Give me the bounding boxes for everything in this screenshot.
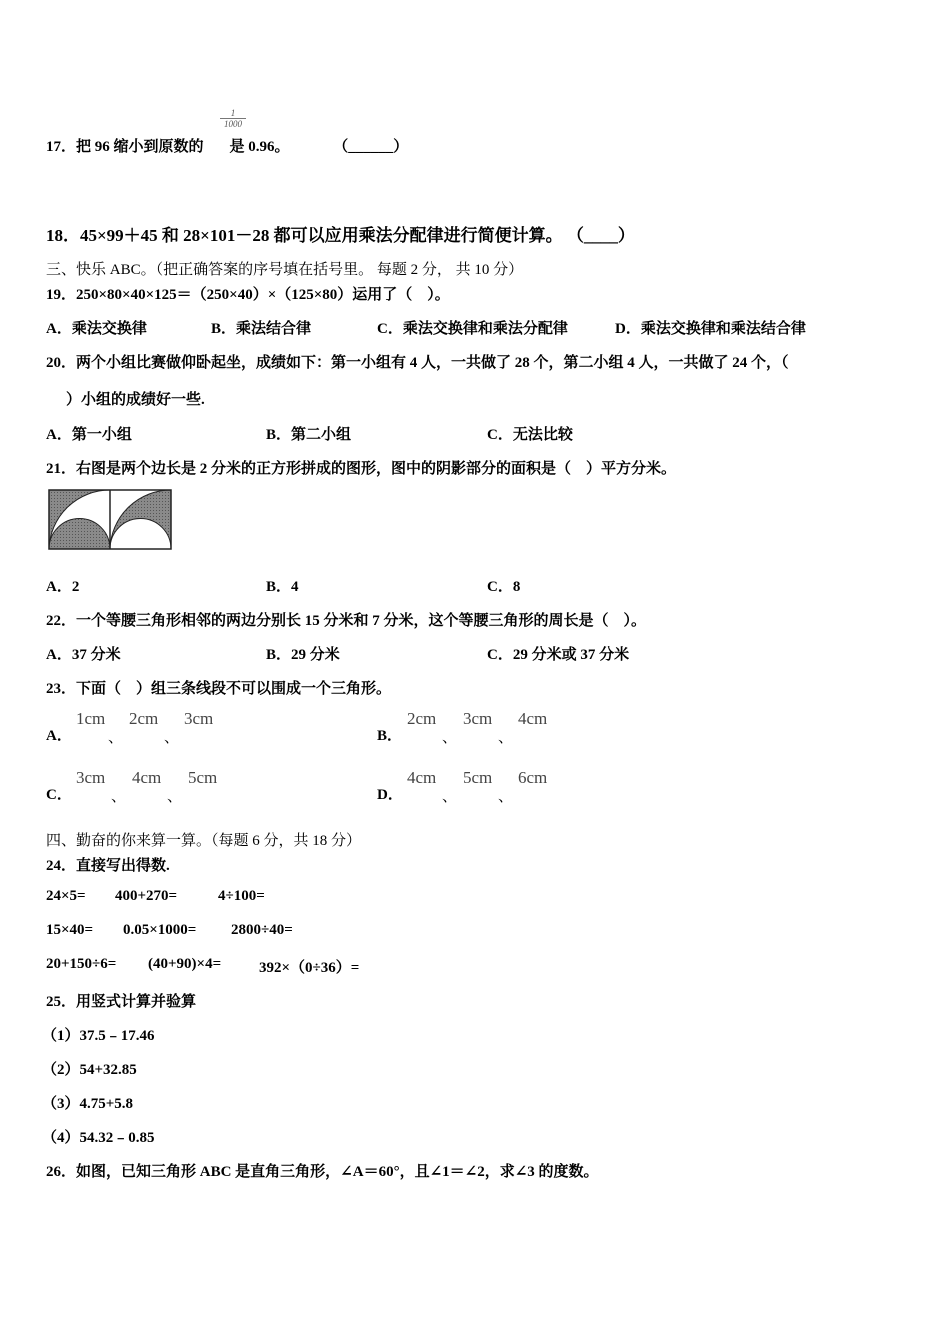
q22-option-a[interactable]: A．37 分米 (46, 647, 121, 663)
separator: 、 (498, 730, 514, 746)
length: 3cm (463, 709, 493, 728)
q20-option-a[interactable]: A．第一小组 (46, 427, 132, 443)
length: 6cm (518, 768, 548, 787)
option-label: B． (377, 728, 403, 744)
length: 5cm (463, 768, 493, 787)
question-25: 25．用竖式计算并验算 (46, 994, 197, 1010)
length: 3cm (184, 709, 214, 728)
fraction (220, 108, 246, 129)
option-label: D． (377, 787, 403, 803)
q25-item: （2）54+32.85 (42, 1062, 137, 1078)
question-20-cont: ）小组的成绩好一些. (66, 392, 205, 408)
question-17 (46, 135, 408, 156)
q19-option-c[interactable]: C．乘法交换律和乘法分配律 (377, 321, 568, 337)
calc-item: 24×5= (46, 888, 86, 904)
separator: 、 (167, 789, 183, 805)
length: 2cm (129, 709, 159, 728)
q17-text-b: 是 0.96。 (229, 139, 290, 155)
separator: 、 (442, 789, 458, 805)
calc-item: 20+150÷6= (46, 956, 117, 972)
q20-option-c[interactable]: C．无法比较 (487, 427, 573, 443)
q17-blank[interactable]: （______） (333, 139, 409, 155)
fraction-denominator: 1000 (224, 119, 242, 129)
length: 1cm (76, 709, 106, 728)
question-18: 18．45×99＋45 和 28×101－28 都可以应用乘法分配律进行简便计算。 （____） (46, 226, 635, 245)
q19-option-a[interactable]: A．乘法交换律 (46, 321, 147, 337)
question-20: 20．两个小组比赛做仰卧起坐，成绩如下：第一小组有 4 人，一共做了 28 个，第二小组 4 人，一共做了 24 个，（ (46, 355, 789, 371)
length: 5cm (188, 768, 218, 787)
question-19: 19．250×80×40×125＝（250×40）×（125×80）运用了（ ）。 (46, 287, 450, 303)
q20-option-b[interactable]: B．第二小组 (266, 427, 352, 443)
calc-item: 15×40= (46, 922, 94, 938)
length: 2cm (407, 709, 437, 728)
question-26: 26．如图，已知三角形 ABC 是直角三角形，∠A＝60°，且∠1＝∠2，求∠3 的度数。 (46, 1164, 599, 1180)
section-4-title: 四、勤奋的你来算一算。（每题 6 分，共 18 分） (46, 833, 362, 849)
length: 3cm (76, 768, 106, 787)
length: 4cm (132, 768, 162, 787)
fraction-numerator: 1 (220, 108, 246, 119)
q25-item: （1）37.5﹣17.46 (42, 1028, 155, 1044)
question-21: 21．右图是两个边长是 2 分米的正方形拼成的图形，图中的阴影部分的面积是（ ）平方分米。 (46, 461, 677, 477)
section-3-title: 三、快乐 ABC。（把正确答案的序号填在括号里。 每题 2 分， 共 10 分） (46, 262, 524, 278)
length: 4cm (518, 709, 548, 728)
separator: 、 (164, 730, 180, 746)
q17-text: 17．把 96 缩小到原数的 (46, 139, 204, 155)
q21-option-c[interactable]: C．8 (487, 579, 521, 595)
q19-option-d[interactable]: D．乘法交换律和乘法结合律 (615, 321, 806, 337)
squares-figure (48, 489, 172, 550)
option-label: A． (46, 728, 72, 744)
q25-item: （4）54.32﹣0.85 (42, 1130, 155, 1146)
separator: 、 (498, 789, 514, 805)
calc-item: 4÷100= (218, 888, 265, 904)
q19-option-b[interactable]: B．乘法结合律 (211, 321, 312, 337)
q22-option-c[interactable]: C．29 分米或 37 分米 (487, 647, 630, 663)
question-23: 23．下面（ ）组三条线段不可以围成一个三角形。 (46, 681, 392, 697)
separator: 、 (108, 730, 124, 746)
calc-item: 392×（0÷36）= (259, 960, 360, 976)
option-label: C． (46, 787, 72, 803)
calc-item: (40+90)×4= (148, 956, 222, 972)
calc-item: 0.05×1000= (123, 922, 197, 938)
q22-option-b[interactable]: B．29 分米 (266, 647, 340, 663)
q21-option-a[interactable]: A．2 (46, 579, 80, 595)
calc-item: 2800÷40= (231, 922, 293, 938)
question-24: 24．直接写出得数. (46, 858, 170, 874)
separator: 、 (111, 789, 127, 805)
calc-item: 400+270= (115, 888, 178, 904)
question-22: 22．一个等腰三角形相邻的两边分别长 15 分米和 7 分米，这个等腰三角形的周长是（ ）。 (46, 613, 647, 629)
q25-item: （3）4.75+5.8 (42, 1096, 134, 1112)
separator: 、 (442, 730, 458, 746)
length: 4cm (407, 768, 437, 787)
q21-option-b[interactable]: B．4 (266, 579, 299, 595)
